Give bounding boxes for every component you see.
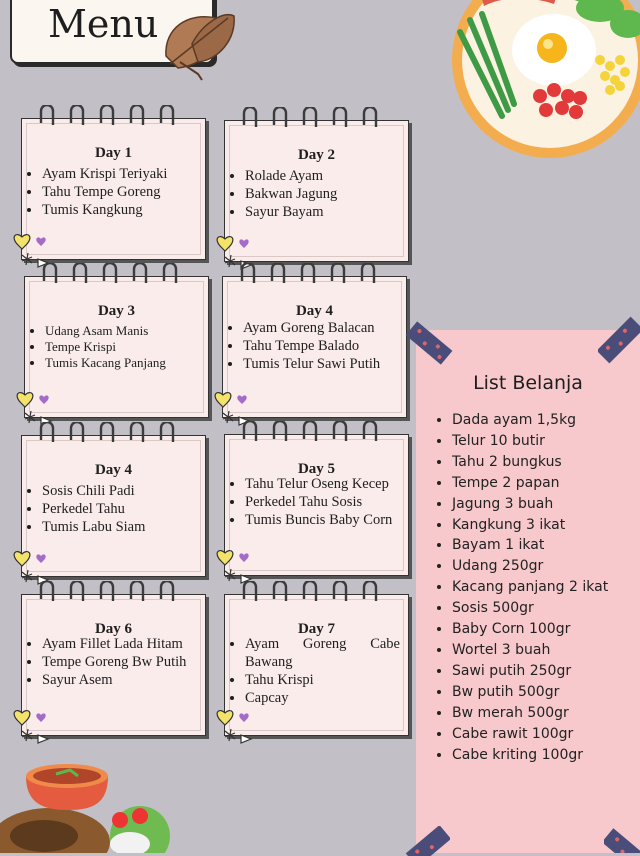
day-card-2 xyxy=(224,120,409,262)
washi-tape-icon xyxy=(404,826,450,856)
binder-rings-icon xyxy=(36,581,196,609)
shopping-item: • Tempe 2 papan xyxy=(452,473,608,494)
shopping-item: • Dada ayam 1,5kg xyxy=(452,410,608,431)
shopping-item: • Tahu 2 bungkus xyxy=(452,452,608,473)
menu-item: • Sayur Bayam xyxy=(245,203,400,221)
shopping-item: • Udang 250gr xyxy=(452,556,608,577)
shopping-item: • Jagung 3 buah xyxy=(452,494,608,515)
page-title: Menu xyxy=(48,2,159,46)
day-title: Day 2 xyxy=(297,147,336,163)
menu-item: • Perkedel Tahu xyxy=(42,500,197,518)
menu-item: • Tempe Goreng Bw Putih xyxy=(42,653,197,671)
shopping-list-panel xyxy=(416,330,640,853)
day-title: Day 4 xyxy=(295,303,334,319)
shopping-item: • Cabe rawit 100gr xyxy=(452,724,608,745)
menu-item: • Tumis Labu Siam xyxy=(42,518,197,536)
day-card-1 xyxy=(21,118,206,260)
day-title: Day 6 xyxy=(94,621,133,637)
breakfast-plate-icon xyxy=(450,0,640,165)
soup-bowl-icon xyxy=(0,758,180,853)
menu-item: • Bakwan Jagung xyxy=(245,185,400,203)
menu-item: • Ayam Fillet Lada Hitam xyxy=(42,635,197,653)
binder-rings-icon xyxy=(237,263,397,291)
binder-rings-icon xyxy=(239,421,399,449)
shopping-item: • Telur 10 butir xyxy=(452,431,608,452)
washi-tape-icon xyxy=(604,826,640,853)
binder-rings-icon xyxy=(239,581,399,609)
day-card-8 xyxy=(224,594,409,736)
day-card-3 xyxy=(24,276,209,418)
day-title: Day 5 xyxy=(297,461,336,477)
heart-doodle-icon xyxy=(211,705,257,747)
shopping-item: • Sosis 500gr xyxy=(452,598,608,619)
menu-item: • Tumis Kacang Panjang xyxy=(45,355,200,371)
menu-item: • Ayam Goreng Cabe Bawang xyxy=(245,635,400,671)
day-title: Day 4 xyxy=(94,462,133,478)
menu-item: • Tempe Krispi xyxy=(45,339,200,355)
binder-rings-icon xyxy=(36,105,196,133)
binder-rings-icon xyxy=(36,422,196,450)
shopping-item: • Cabe kriting 100gr xyxy=(452,745,608,766)
menu-item: • Udang Asam Manis xyxy=(45,323,200,339)
shopping-item: • Bayam 1 ikat xyxy=(452,535,608,556)
menu-item: • Sosis Chili Padi xyxy=(42,482,197,500)
day-title: Day 3 xyxy=(97,303,136,319)
day-title: Day 7 xyxy=(297,621,336,637)
menu-item: • Tahu Krispi xyxy=(245,671,400,689)
shopping-item: • Baby Corn 100gr xyxy=(452,619,608,640)
day-card-7 xyxy=(21,594,206,736)
menu-item: • Ayam Krispi Teriyaki xyxy=(42,165,197,183)
menu-item: • Sayur Asem xyxy=(42,671,197,689)
menu-item: • Tumis Buncis Baby Corn xyxy=(245,511,400,529)
shopping-list-title: List Belanja xyxy=(473,372,583,394)
menu-item: • Ayam Goreng Balacan xyxy=(243,319,398,337)
shopping-item: • Bw merah 500gr xyxy=(452,703,608,724)
menu-item: • Perkedel Tahu Sosis xyxy=(245,493,400,511)
dried-leaf-icon xyxy=(158,4,238,82)
shopping-item: • Sawi putih 250gr xyxy=(452,661,608,682)
shopping-item: • Bw putih 500gr xyxy=(452,682,608,703)
shopping-item: • Kangkung 3 ikat xyxy=(452,515,608,536)
menu-item: • Tahu Tempe Goreng xyxy=(42,183,197,201)
menu-item: • Rolade Ayam xyxy=(245,167,400,185)
menu-item: • Capcay xyxy=(245,689,400,707)
shopping-list xyxy=(436,410,608,765)
shopping-item: • Kacang panjang 2 ikat xyxy=(452,577,608,598)
menu-item: • Tumis Telur Sawi Putih xyxy=(243,355,398,373)
shopping-item: • Wortel 3 buah xyxy=(452,640,608,661)
day-card-6 xyxy=(224,434,409,576)
binder-rings-icon xyxy=(39,263,199,291)
menu-item: • Tumis Kangkung xyxy=(42,201,197,219)
day-card-5 xyxy=(21,435,206,577)
day-card-4 xyxy=(222,276,407,418)
washi-tape-icon xyxy=(598,316,640,364)
day-title: Day 1 xyxy=(94,145,133,161)
heart-doodle-icon xyxy=(8,705,54,747)
binder-rings-icon xyxy=(239,107,399,135)
washi-tape-icon xyxy=(404,320,454,366)
menu-item: • Tahu Tempe Balado xyxy=(243,337,398,355)
menu-item: • Tahu Telur Oseng Kecep xyxy=(245,475,400,493)
